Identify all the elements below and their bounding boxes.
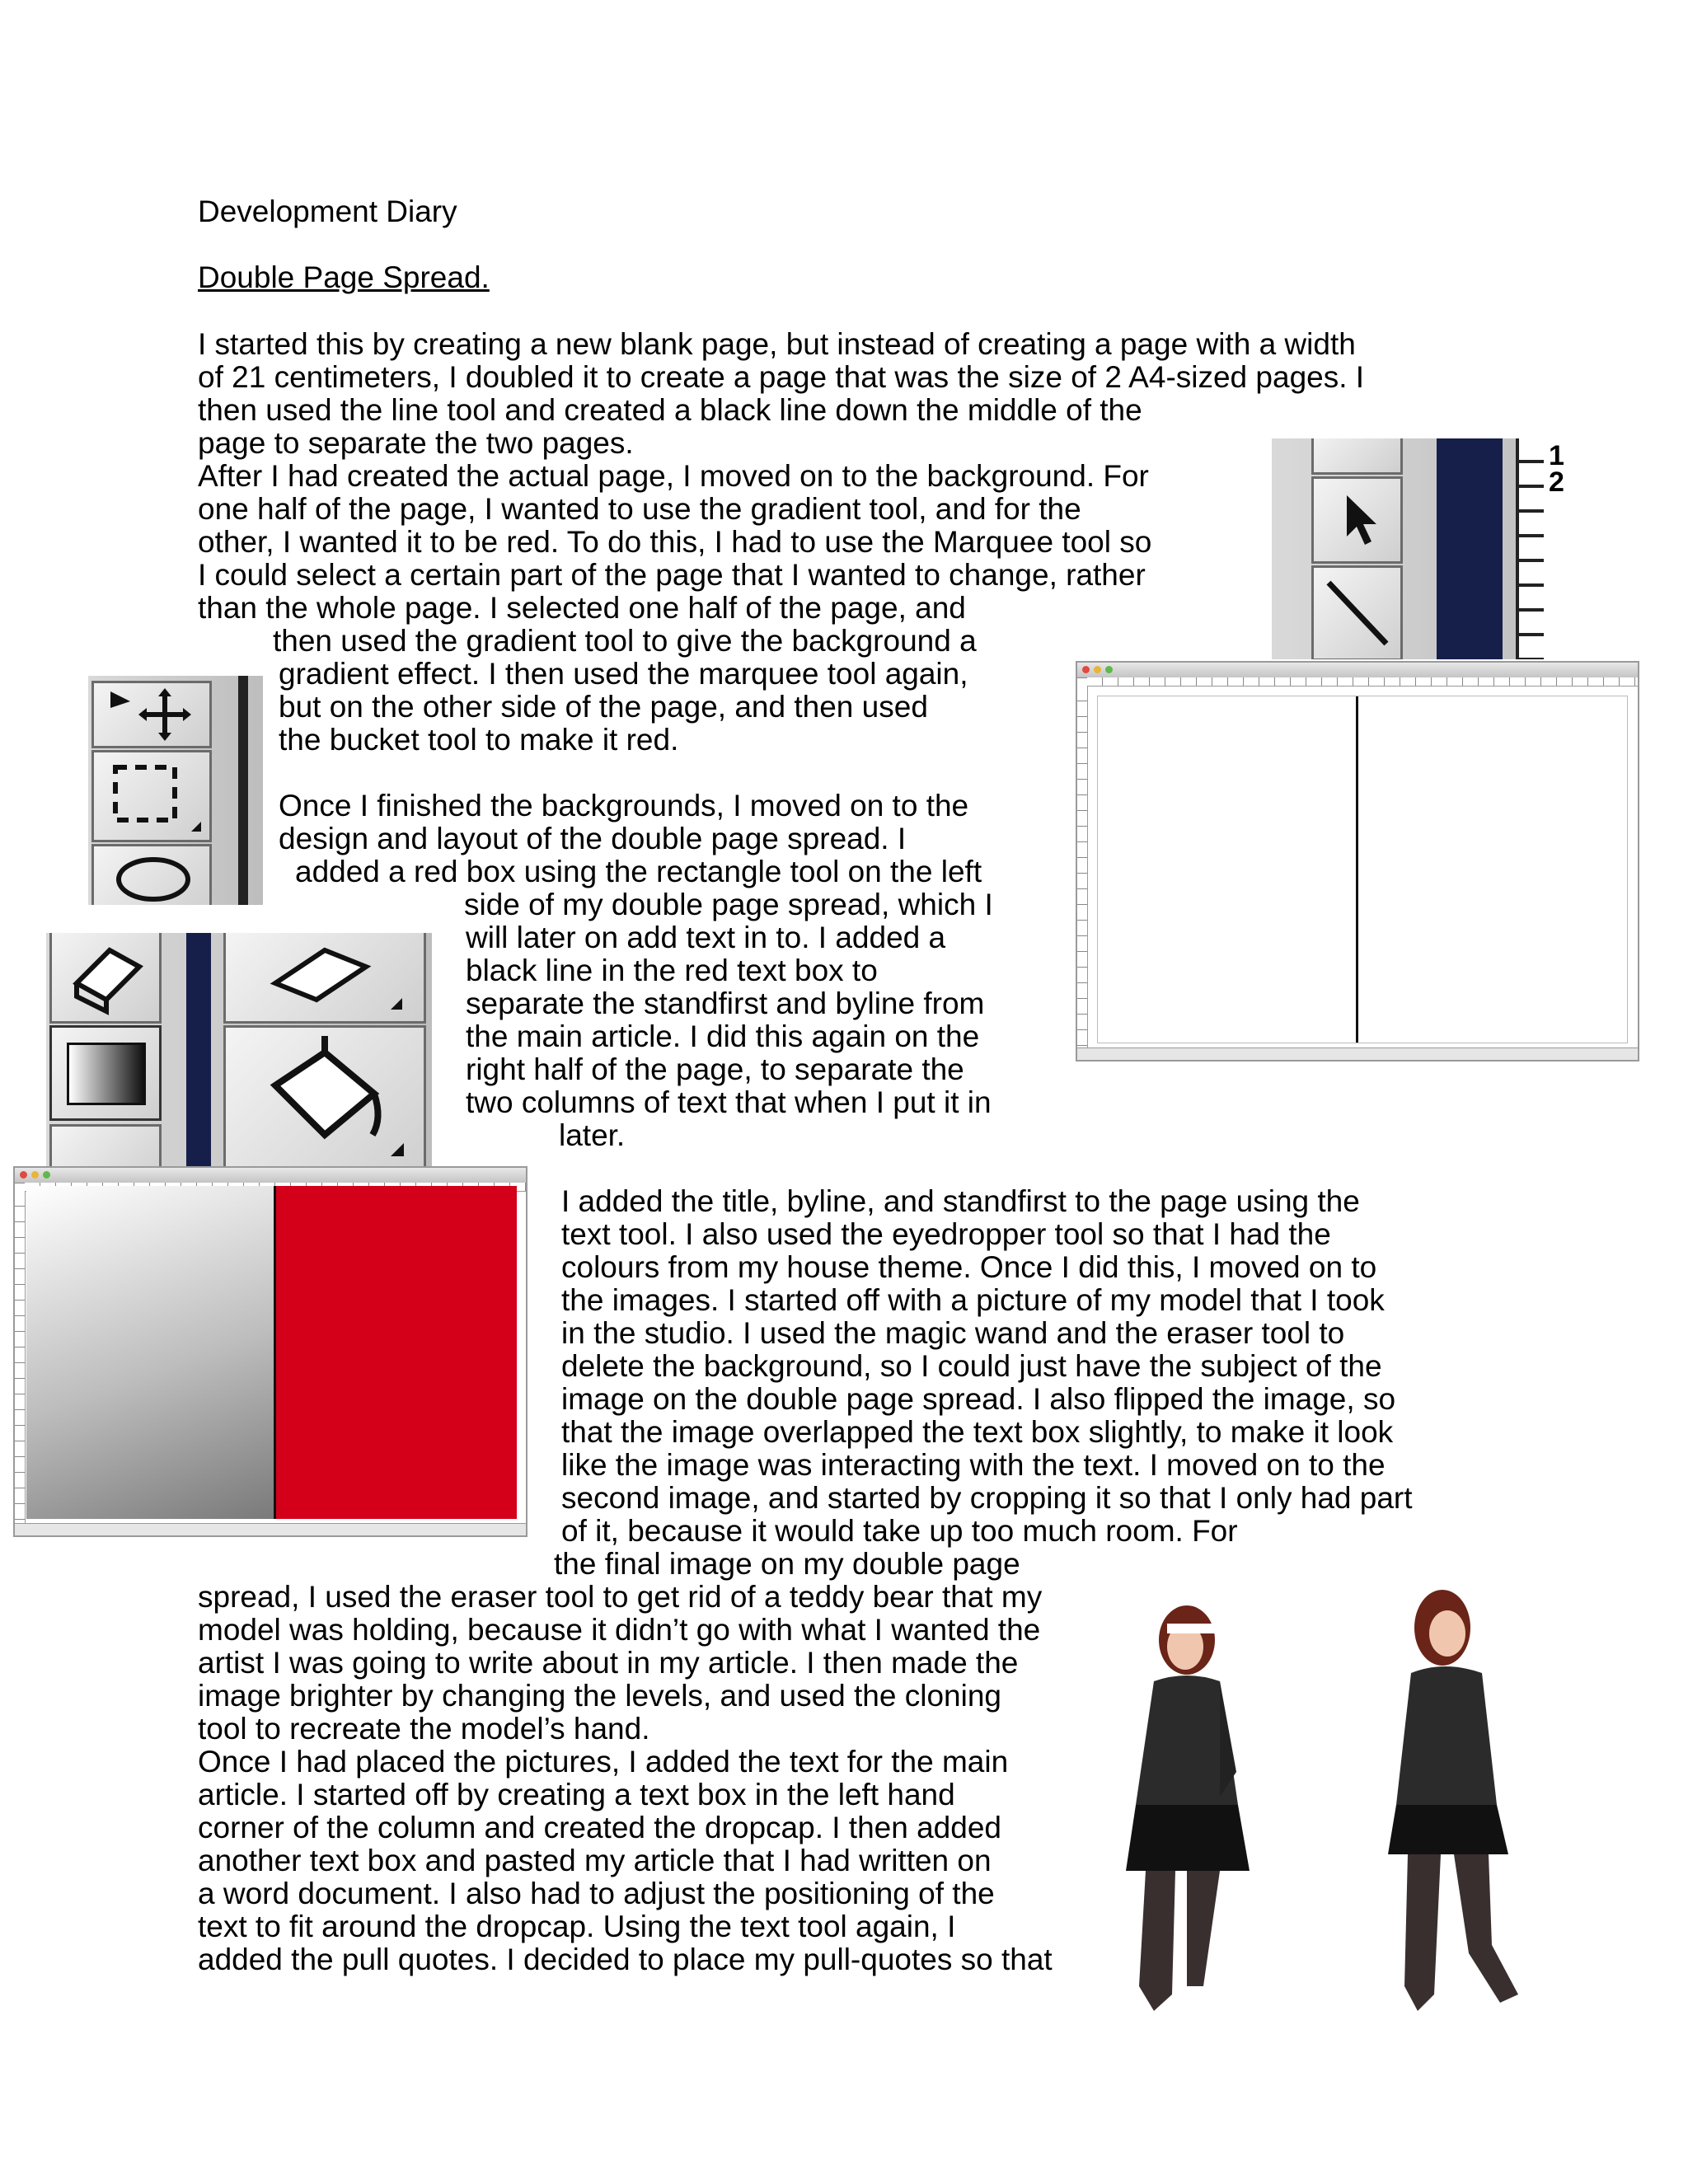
text-line: spread, I used the eraser tool to get rid of a teddy bear that my — [198, 1580, 1043, 1614]
text-line: the final image on my double page — [554, 1547, 1020, 1581]
text-line: I could select a certain part of the page that I wanted to change, rather — [198, 558, 1146, 592]
text-line: image brighter by changing the levels, and used the cloning — [198, 1679, 1001, 1713]
text-line: another text box and pasted my article that I had written on — [198, 1844, 992, 1877]
text-line: two columns of text that when I put it in — [466, 1085, 992, 1119]
text-line: side of my double page spread, which I — [464, 888, 993, 921]
text-line: artist I was going to write about in my article. I then made the — [198, 1646, 1019, 1680]
text-line: page to separate the two pages. — [198, 426, 634, 460]
toolbox-snippet-gradient-bucket — [46, 933, 432, 1167]
text-line: text to fit around the dropcap. Using the text tool again, I — [198, 1910, 956, 1943]
text-line: gradient effect. I then used the marquee tool again, — [279, 657, 968, 691]
canvas — [1097, 696, 1628, 1043]
gradient-red-spread-window — [13, 1166, 528, 1537]
text-line: added the pull quotes. I decided to place my pull-quotes so that — [198, 1943, 1053, 1976]
line-tool-icon — [1311, 565, 1403, 659]
text-line: that the image overlapped the text box slightly, to make it look — [561, 1415, 1394, 1449]
toolbox-snippet-marquee — [88, 676, 263, 905]
text-line: right half of the page, to separate the — [466, 1052, 964, 1086]
text-line: of 21 centimeters, I doubled it to create a page that was the size of 2 A4-sized pages. I — [198, 360, 1365, 394]
text-line: like the image was interacting with the text. I moved on to the — [561, 1448, 1386, 1482]
text-line: then used the line tool and created a black line down the middle of the — [198, 393, 1142, 427]
text-line: of it, because it would take up too much room. For — [561, 1514, 1238, 1548]
text-line: the bucket tool to make it red. — [279, 723, 679, 757]
ruler: 1 2 — [1516, 438, 1577, 659]
text-line: model was holding, because it didn’t go with what I wanted the — [198, 1613, 1041, 1647]
model-photo — [1368, 1582, 1533, 2027]
text-line: other, I wanted it to be red. To do this, I had to use the Marquee tool so — [198, 525, 1152, 559]
text-line: one half of the page, I wanted to use the gradient tool, and for the — [198, 492, 1081, 526]
text-line: will later on add text in to. I added a — [466, 921, 946, 954]
text-line: I added the title, byline, and standfirst to the page using the — [561, 1184, 1360, 1218]
text-line: corner of the column and created the dropcap. I then added — [198, 1811, 1001, 1844]
text-line: image on the double page spread. I also flipped the image, so — [561, 1382, 1396, 1416]
text-line: text tool. I also used the eyedropper tool so that I had the — [561, 1217, 1331, 1251]
red-half — [276, 1186, 517, 1519]
text-line: black line in the red text box to — [466, 954, 878, 987]
text-line: second image, and started by cropping it so that I only had part — [561, 1481, 1413, 1515]
text-line: a word document. I also had to adjust the positioning of the — [198, 1877, 995, 1910]
text-line: Once I finished the backgrounds, I moved on to the — [279, 789, 969, 823]
model-photo-flipped — [1096, 1599, 1269, 2019]
text-line: article. I started off by creating a text box in the left hand — [198, 1778, 955, 1811]
text-line: added a red box using the rectangle tool on the left — [295, 855, 982, 888]
selection-arrow-icon — [1311, 476, 1403, 564]
marquee-tool-icon — [91, 750, 212, 842]
section-heading: Double Page Spread. — [198, 260, 490, 294]
move-tool-icon — [91, 681, 212, 748]
eraser-tool-icon — [49, 933, 162, 1024]
text-line: in the studio. I used the magic wand and the eraser tool to — [561, 1316, 1345, 1350]
text-line: the images. I started off with a picture of my model that I took — [561, 1283, 1385, 1317]
text-line: design and layout of the double page spread. I — [279, 822, 907, 855]
text-line: later. — [559, 1118, 626, 1152]
text-line: delete the background, so I could just have the subject of the — [561, 1349, 1382, 1383]
gradient-half — [26, 1186, 274, 1519]
middle-divider-line — [1356, 696, 1358, 1043]
text-line: Once I had placed the pictures, I added the text for the main — [198, 1745, 1009, 1779]
text-line: the main article. I did this again on the — [466, 1019, 980, 1053]
lasso-tool-icon — [91, 844, 212, 905]
text-line: then used the gradient tool to give the background a — [273, 624, 977, 658]
text-line: colours from my house theme. Once I did this, I moved on to — [561, 1250, 1377, 1284]
bucket-tool-icon — [223, 1025, 426, 1167]
text-line: but on the other side of the page, and then used — [279, 690, 928, 724]
text-line: separate the standfirst and byline from — [466, 987, 985, 1020]
page-title: Development Diary — [198, 194, 457, 228]
text-line: tool to recreate the model’s hand. — [198, 1712, 650, 1746]
text-line: After I had created the actual page, I moved on to the background. For — [198, 459, 1149, 493]
text-line: than the whole page. I selected one half of the page, and — [198, 591, 966, 625]
gradient-tool-icon — [49, 1025, 162, 1121]
blank-spread-window — [1076, 661, 1639, 1062]
text-line: I started this by creating a new blank page, but instead of creating a page with a width — [198, 327, 1356, 361]
toolbox-snippet-arrow-line — [1272, 438, 1577, 659]
